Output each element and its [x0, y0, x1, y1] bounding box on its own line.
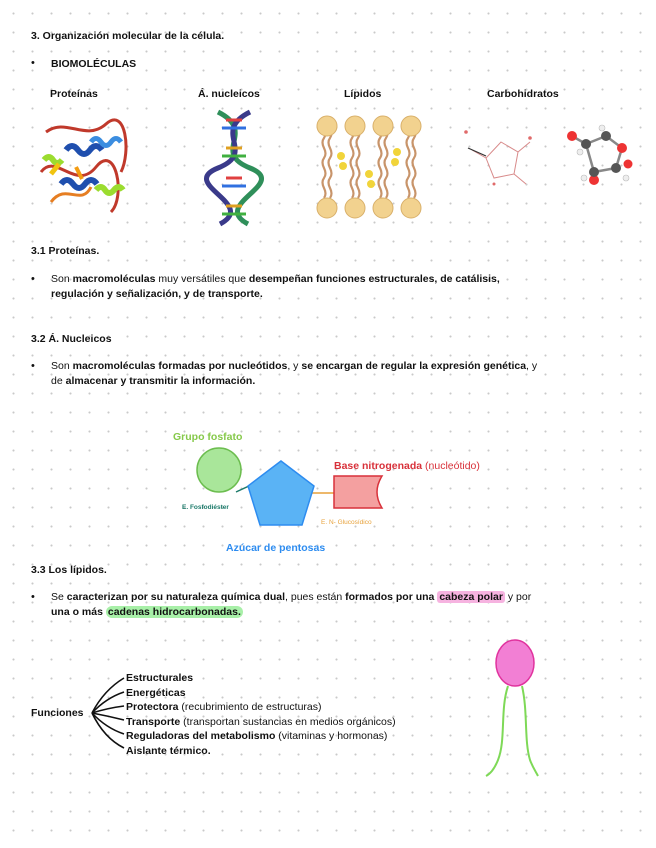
text: formados por una — [345, 591, 438, 603]
text: Base nitrogenada — [334, 460, 423, 472]
page-title: 3. Organización molecular de la célula. — [31, 30, 225, 42]
category-lipidos: Lípidos — [344, 88, 382, 100]
text: desempeñan funciones estructurales, de catálisis, — [248, 273, 500, 285]
biomoleculas-heading: BIOMOLÉCULAS — [51, 58, 137, 70]
label-azucar-pentosas: Azúcar de pentosas — [226, 542, 326, 554]
text: (nucleótido) — [422, 460, 480, 472]
text: regulación y señalización, y de transporte. — [51, 287, 263, 300]
text: (transportan sustancias en medios orgánicos) — [180, 715, 396, 728]
text: caracterizan por su naturaleza química dual — [66, 591, 286, 603]
section-heading-acidos-nucleicos: 3.2 Á. Nucleicos — [31, 333, 112, 345]
highlight-cadenas-hidrocarbonadas: cadenas hidrocarbonadas. — [107, 605, 241, 618]
text: y por — [504, 591, 532, 603]
text: macromoléculas formadas por nucleótidos — [72, 360, 288, 372]
text: (vitaminas y hormonas) — [275, 730, 388, 743]
text: Estructurales — [126, 672, 194, 684]
text: de — [51, 374, 66, 387]
label-glucosidico: E. N- Glucosídico — [321, 519, 372, 526]
category-carbohidratos: Carbohidratos — [487, 88, 559, 100]
text: almacenar y transmitir la información. — [65, 374, 256, 387]
text: Reguladoras del metabolismo — [126, 730, 276, 743]
text: Son — [51, 360, 73, 372]
label-grupo-fosfato: Grupo fosfato — [173, 431, 243, 443]
text: Aislante térmico. — [126, 744, 211, 757]
text: , y — [526, 360, 538, 372]
category-proteinas: Proteínas — [50, 88, 98, 100]
text: (recubrimiento de estructuras) — [178, 701, 322, 714]
bullet: • — [31, 57, 35, 69]
funciones-label: Funciones — [31, 707, 84, 719]
text: , pues están — [285, 591, 346, 603]
label-fosfodiester: E. Fosfodiéster — [182, 504, 229, 511]
text: Se — [51, 591, 67, 603]
category-acidos-nucleicos: Á. nucleicos — [198, 88, 260, 100]
text: , y — [287, 360, 302, 372]
text: una o más — [51, 605, 106, 618]
text: macromoléculas — [72, 273, 156, 285]
bullet: • — [31, 360, 35, 372]
bullet: • — [31, 273, 35, 285]
section-heading-proteinas: 3.1 Proteínas. — [31, 245, 100, 257]
text: Protectora — [126, 701, 179, 714]
text: Son — [51, 273, 73, 285]
bullet: • — [31, 591, 35, 603]
text: se encargan de regular la expresión genética — [301, 360, 527, 372]
text: Transporte — [126, 715, 181, 728]
section-heading-lipidos: 3.3 Los lípidos. — [31, 564, 107, 576]
highlight-cabeza-polar: cabeza polar — [439, 591, 503, 603]
text: muy versátiles que — [155, 273, 249, 285]
text: Energéticas — [126, 686, 186, 699]
